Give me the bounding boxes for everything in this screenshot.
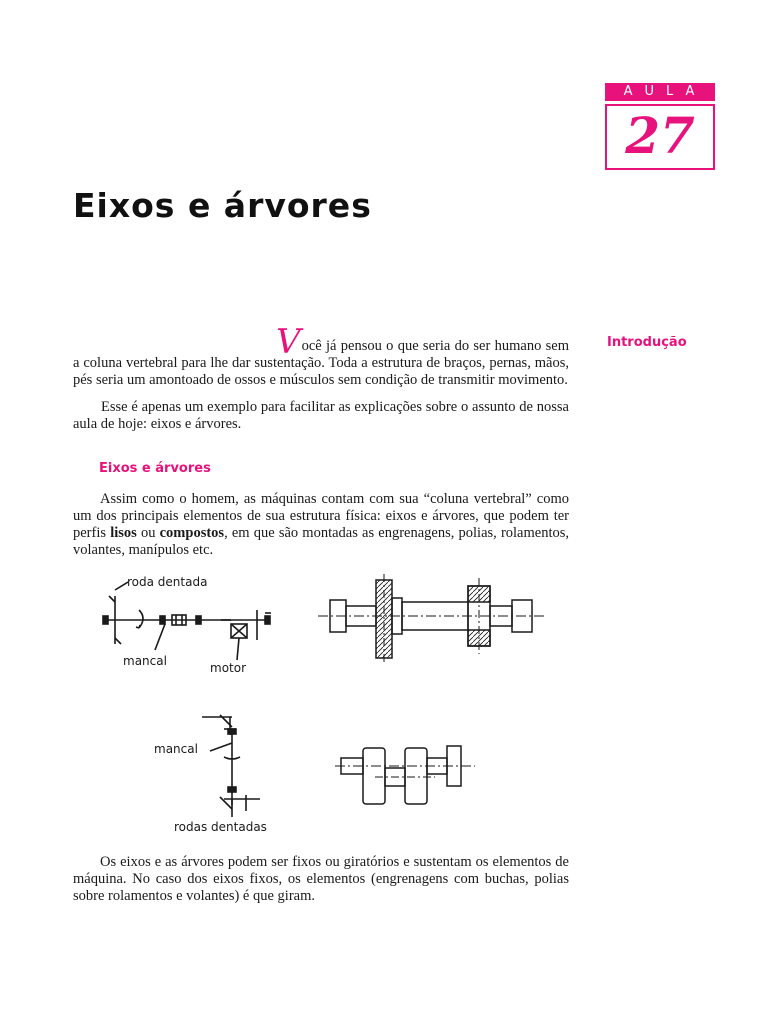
figure-vertical-shaft xyxy=(150,705,300,840)
page-title: Eixos e árvores xyxy=(73,186,372,225)
section-paragraph-2: Os eixos e as árvores podem ser fixos ou giratórios e sustentam os elementos de máquina. No caso dos eixos fixos, os elementos (engrenagens com buchas, polias sobre rolamentos e volantes) é que giram. xyxy=(73,854,569,904)
figure-shaft-diagram xyxy=(95,570,285,680)
intro-paragraph-1 xyxy=(73,322,569,389)
label-motor: motor xyxy=(210,661,247,675)
intro-paragraph-1-text: ocê já pensou o que seria do ser humano sem a coluna vertebral para lhe dar sustentação. Toda a estrutura de braços, pernas, mãos, pés seria um amontoado de ossos e músculos sem condição de transmitir movimento. xyxy=(73,338,569,388)
lesson-badge xyxy=(605,83,715,170)
section-paragraph-1 xyxy=(73,491,569,559)
p3-text-c: , em que são montadas as engrenagens, polias, rolamentos, volantes, manípulos etc. xyxy=(73,525,570,558)
label-mancal-2: mancal xyxy=(154,742,198,756)
figure-crankshaft xyxy=(335,738,480,808)
figure-composite-shaft xyxy=(318,572,548,667)
intro-paragraph-2: Esse é apenas um exemplo para facilitar as explicações sobre o assunto de nossa aula de hoje: eixos e árvores. xyxy=(73,399,569,432)
drop-cap: V xyxy=(276,322,301,362)
sidebar-heading-introducao: Introdução xyxy=(607,335,687,350)
p3-text-b: ou xyxy=(136,525,160,541)
label-mancal: mancal xyxy=(123,654,167,668)
lesson-badge-label: AULA xyxy=(605,83,715,101)
label-roda-dentada: roda dentada xyxy=(127,575,208,589)
label-rodas-dentadas: rodas dentadas xyxy=(174,820,267,834)
lesson-number: 27 xyxy=(605,104,715,170)
p3-text-a: Assim como o homem, as máquinas contam com sua “coluna vertebral” como um dos principais elementos de sua estrutura física: eixos e árvores, que podem ter perfis xyxy=(73,491,569,541)
section-heading: Eixos e árvores xyxy=(99,461,211,476)
p3-bold-lisos: lisos xyxy=(110,525,137,541)
p3-bold-compostos: compostos xyxy=(159,525,225,541)
